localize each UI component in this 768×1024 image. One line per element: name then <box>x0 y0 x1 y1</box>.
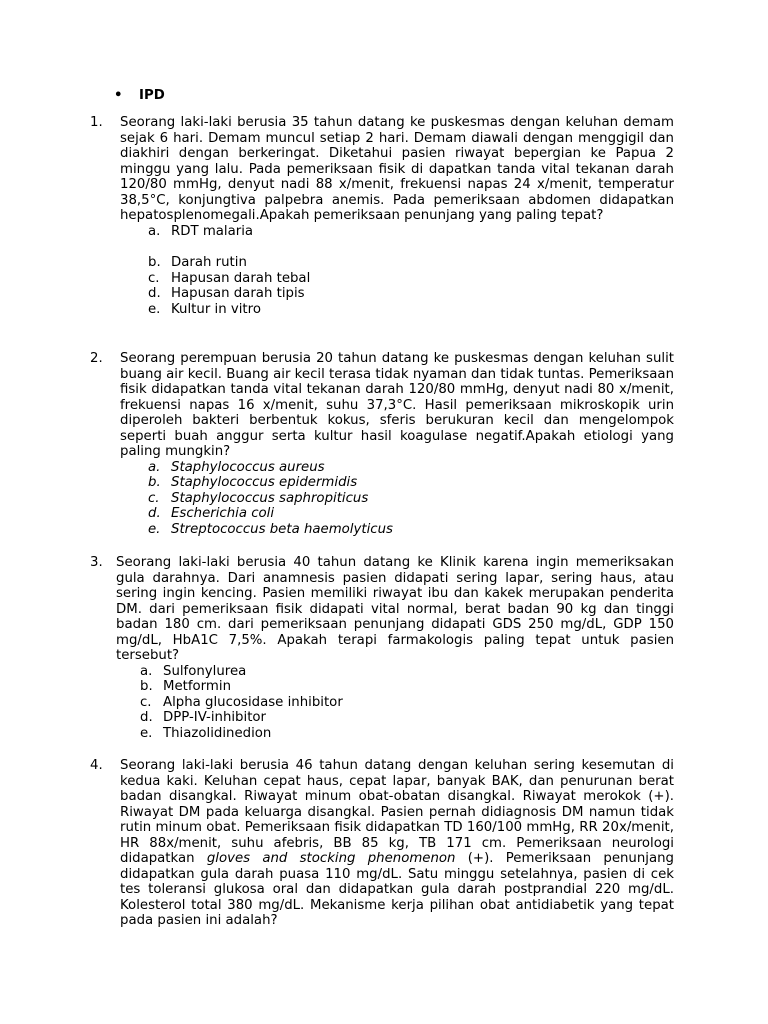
option-a <box>140 664 674 680</box>
option-letter: e. <box>148 301 161 317</box>
option-c <box>148 491 674 507</box>
question-1 <box>90 115 674 317</box>
question-text: Seorang laki-laki berusia 35 tahun datang ke puskesmas dengan keluhan demam sejak 6 hari. Demam muncul setiap 2 hari. Demam diawali dengan menggigil dan diakhiri dengan berkeringat. Diketahui pasien riwayat bepergian ke Papua 2 minggu yang lalu. Pada pemeriksaan fisik di dapatkan tanda vital tekanan darah 120/80 mmHg, denyut nadi 88 x/menit, frekuensi napas 24 x/menit, temperatur 38,5°C, konjungtiva palpebra anemis. Pada pemeriksaan abdomen didapatkan hepatosplenomegali.Apakah pemeriksaan penunjang yang paling tepat? <box>120 115 674 223</box>
option-letter: b. <box>148 475 161 491</box>
option-label: Metformin <box>163 679 231 695</box>
option-d <box>140 710 674 726</box>
question-3 <box>90 555 674 741</box>
option-label: DPP-IV-inhibitor <box>163 710 267 726</box>
option-a <box>148 224 674 240</box>
option-e <box>148 302 674 318</box>
question-number: 2. <box>90 351 103 366</box>
option-label: RDT malaria <box>171 223 254 239</box>
option-label: Thiazolidinedion <box>163 725 272 741</box>
option-a <box>148 460 674 476</box>
option-c <box>140 695 674 711</box>
option-label: Sulfonylurea <box>163 663 247 679</box>
question-number: 1. <box>90 115 103 130</box>
question-text-part: (+). Pemeriksaan penunjang didapatkan gula darah puasa 110 mg/dL. Satu minggu setelahnya, pasien di cek tes toleransi glukosa oral dan didapatkan gula darah postprandial 220 mg/dL. Kolesterol total 380 mg/dL. Mekanisme kerja pilihan obat antidiabetik yang tepat pada pasien ini adalah? <box>120 851 674 928</box>
option-e <box>140 726 674 742</box>
section-heading <box>114 87 165 104</box>
blank-line <box>148 239 674 255</box>
option-label: Streptococcus beta haemolyticus <box>171 521 393 537</box>
question-text <box>120 758 674 929</box>
option-label: Staphylococcus saphropiticus <box>171 490 369 506</box>
question-2 <box>90 351 674 537</box>
option-letter: c. <box>148 270 160 286</box>
option-list <box>148 224 674 318</box>
option-label: Hapusan darah tipis <box>171 286 305 302</box>
option-letter: b. <box>148 255 161 271</box>
option-b <box>148 255 674 271</box>
option-letter: d. <box>140 710 153 726</box>
bullet-icon: • <box>114 88 123 103</box>
option-letter: d. <box>148 286 161 302</box>
question-4 <box>90 758 674 929</box>
option-e <box>148 522 674 538</box>
section-title: IPD <box>139 88 165 103</box>
option-d <box>148 286 674 302</box>
option-label: Escherichia coli <box>171 506 275 522</box>
option-list <box>148 460 674 538</box>
option-label: Darah rutin <box>171 255 247 271</box>
option-label: Alpha glucosidase inhibitor <box>163 694 343 710</box>
option-list <box>140 664 674 742</box>
option-b <box>148 475 674 491</box>
option-letter: b. <box>140 679 153 695</box>
option-letter: e. <box>148 521 161 537</box>
question-text-part: Seorang laki-laki berusia 46 tahun datang dengan keluhan sering kesemutan di kedua kaki. Keluhan cepat haus, cepat lapar, banyak BAK, dan penurunan berat badan disangkal. Riwayat minum obat-obatan disangkal. Riwayat merokok (+). Riwayat DM pada keluarga disangkal. Pasien pernah didiagnosis DM namun tidak rutin minum obat. Pemeriksaan fisik didapatkan TD 160/100 mmHg, RR 20x/menit, HR 88x/menit, suhu afebris, BB 85 kg, TB 171 cm. Pemeriksaan neurologi didapatkan <box>120 758 674 866</box>
option-letter: c. <box>148 490 160 506</box>
option-d <box>148 506 674 522</box>
option-letter: a. <box>148 459 161 475</box>
option-letter: a. <box>140 663 153 679</box>
question-number: 4. <box>90 758 103 773</box>
question-text: Seorang perempuan berusia 20 tahun datang ke puskesmas dengan keluhan sulit buang air kecil. Buang air kecil terasa tidak nyaman dan tidak tuntas. Pemeriksaan fisik didapatkan tanda vital tekanan darah 120/80 mmHg, denyut nadi 80 x/menit, frekuensi napas 16 x/menit, suhu 37,3°C. Hasil pemeriksaan mikroskopik urin diperoleh bakteri berbentuk kokus, sferis berukuran kecil dan mengelompok seperti buah anggur serta kultur hasil koagulase negatif.Apakah etiologi yang paling mungkin? <box>120 351 674 459</box>
question-number: 3. <box>90 555 103 570</box>
question-text: Seorang laki-laki berusia 40 tahun datang ke Klinik karena ingin memeriksakan gula darahnya. Dari anamnesis pasien didapati sering lapar, sering haus, atau sering ingin kencing. Pasien memiliki riwayat ibu dan kakek merupakan penderita DM. dari pemeriksaan fisik didapati vital normal, berat badan 90 kg dan tinggi badan 180 cm. dari pemeriksaan penunjang didapati GDS 250 mg/dL, GDP 150 mg/dL, HbA1C 7,5%. Apakah terapi farmakologis paling tepat untuk pasien tersebut? <box>116 555 674 663</box>
option-label: Hapusan darah tebal <box>171 270 311 286</box>
question-text-italic: gloves and stocking phenomenon <box>206 851 456 866</box>
option-letter: a. <box>148 223 161 239</box>
option-c <box>148 271 674 287</box>
option-label: Staphylococcus aureus <box>171 459 325 475</box>
option-b <box>140 679 674 695</box>
option-letter: e. <box>140 725 153 741</box>
option-label: Staphylococcus epidermidis <box>171 475 358 491</box>
option-label: Kultur in vitro <box>171 301 261 317</box>
option-letter: c. <box>140 694 152 710</box>
option-letter: d. <box>148 506 161 522</box>
